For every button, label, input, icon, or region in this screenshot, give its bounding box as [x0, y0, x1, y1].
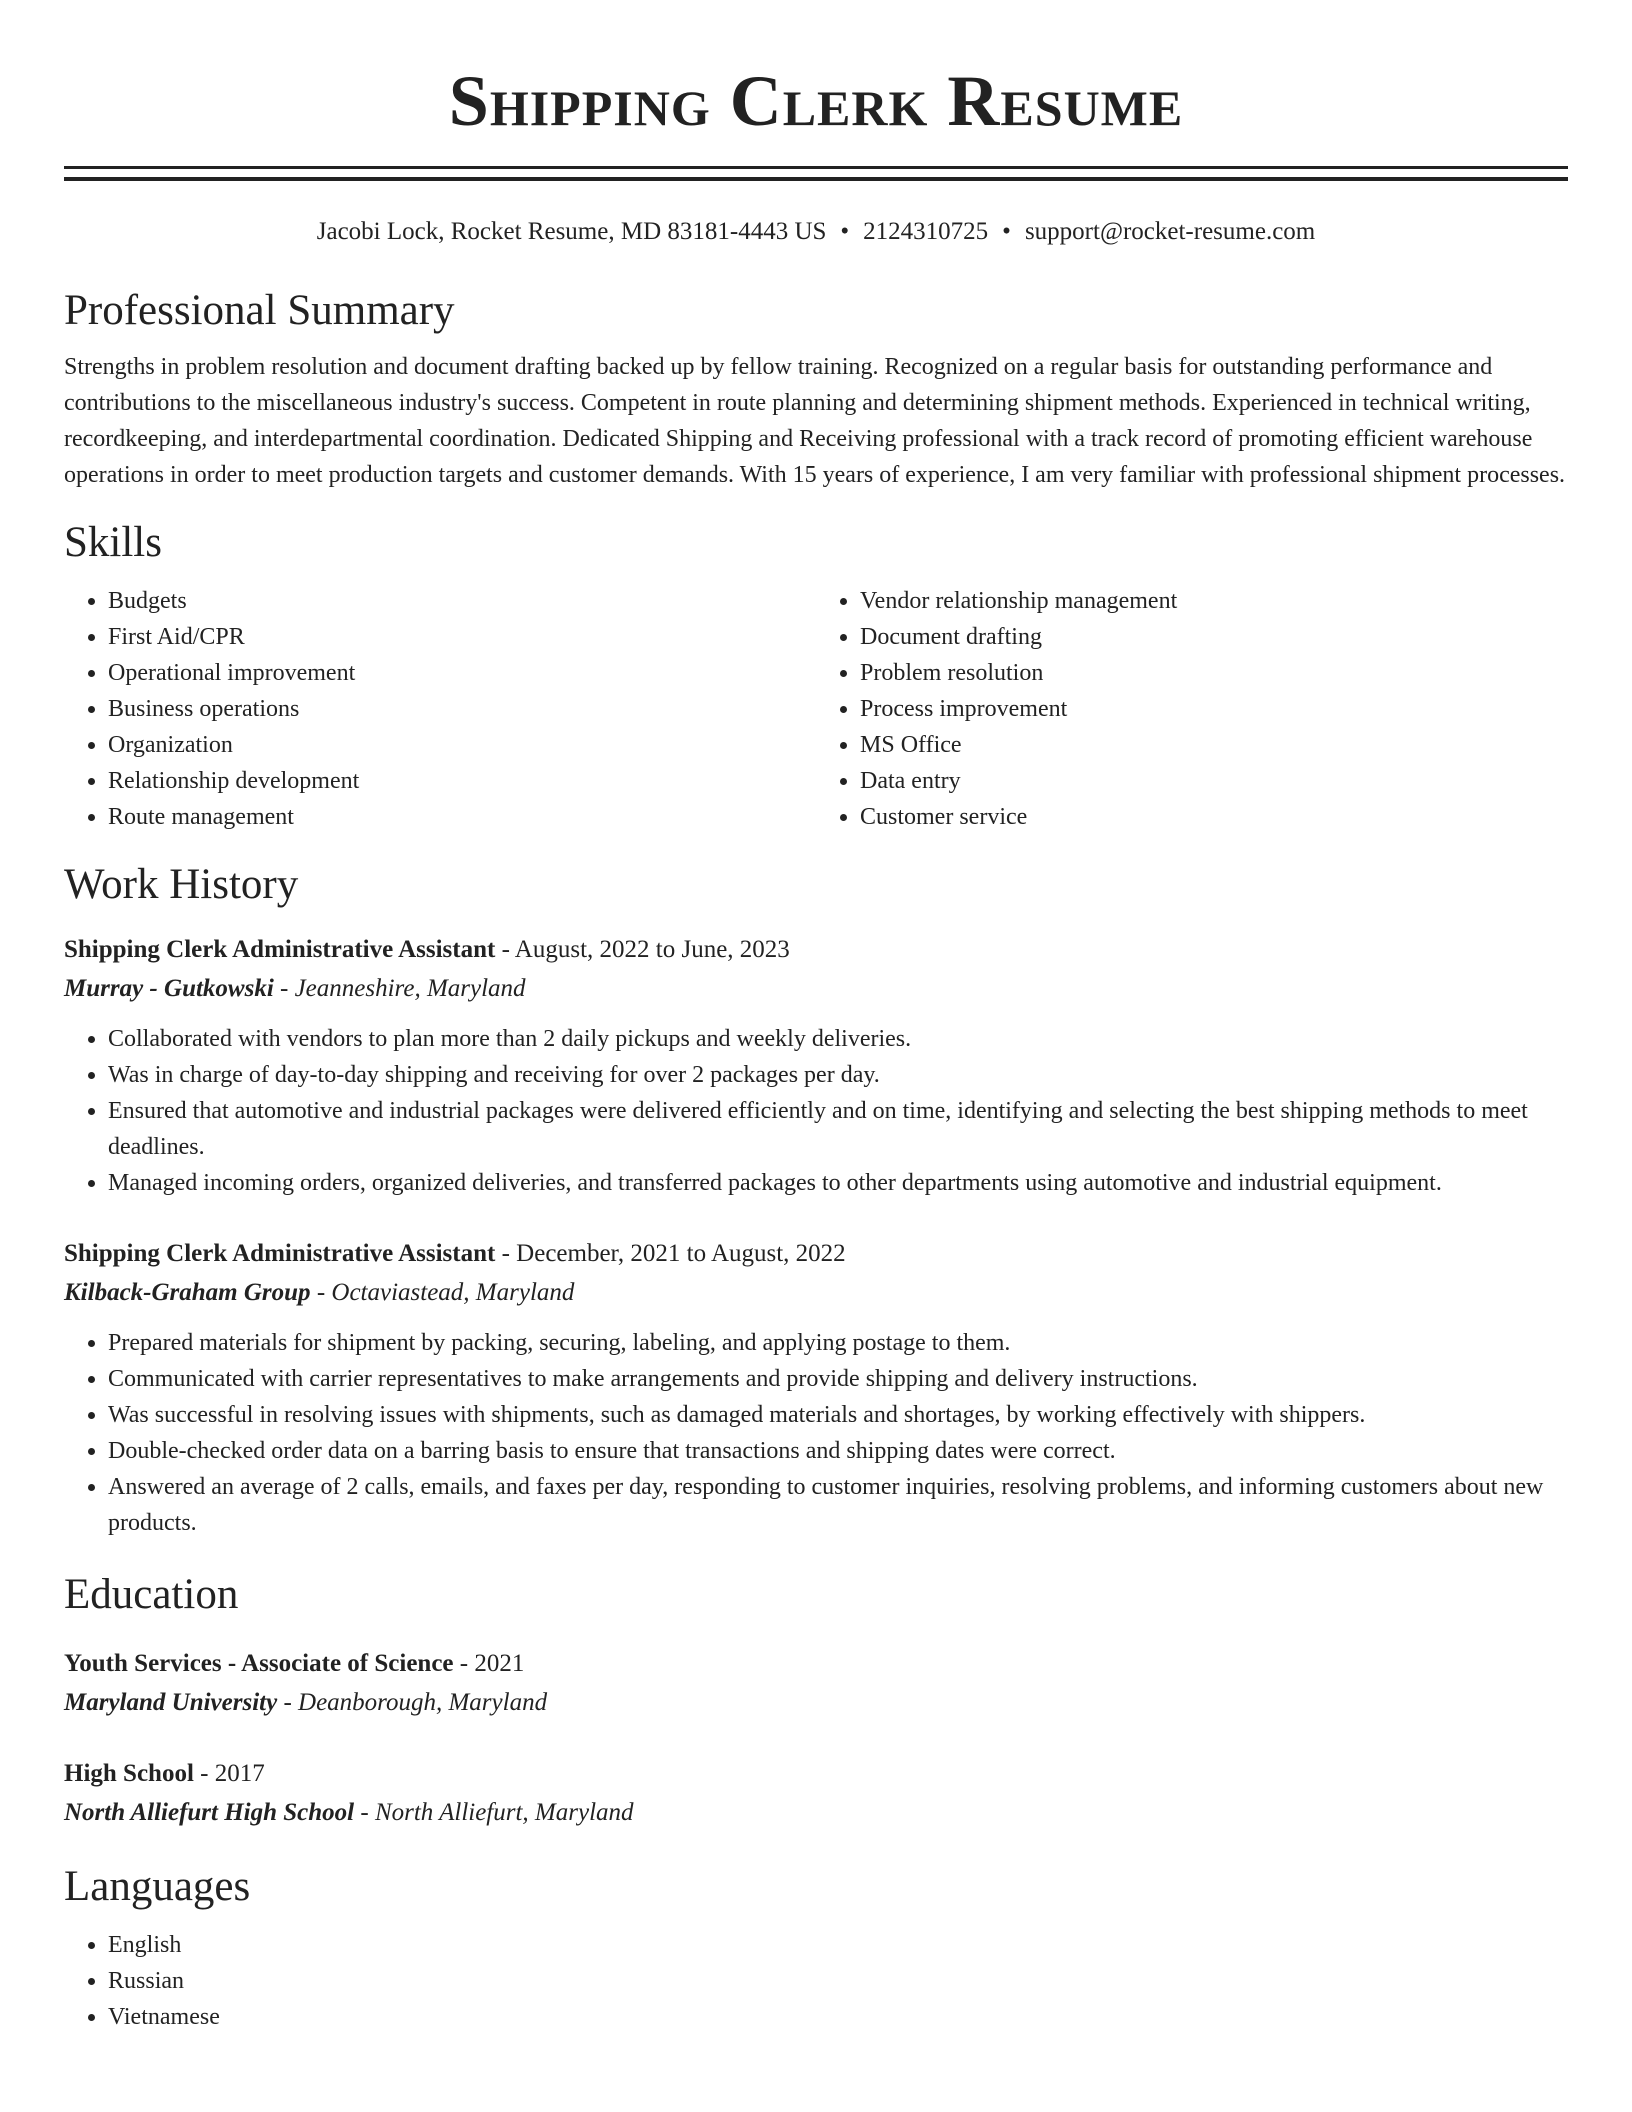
job-dates: - December, 2021 to August, 2022: [495, 1240, 846, 1267]
education-heading: Education: [64, 1571, 239, 1618]
job-bullet: • Was in charge of day-to-day shipping and receiving for over 2 packages per day.: [108, 1057, 1568, 1093]
contact-separator: •: [840, 218, 850, 245]
job-company-line: [64, 1273, 1568, 1313]
summary-text: Strengths in problem resolution and document drafting backed up by fellow training. Recognized on a regular basis for outstanding performance and contributions to the miscellaneous industry's success. Competent in route planning and determining shipment methods. Experienced in technical writing, recordkeeping, and interdepartmental coordination. Dedicated Shipping and Receiving professional with a track record of promoting efficient warehouse operations in order to meet production targets and customer demands. With 15 years of experience, I am very familiar with professional shipment processes.: [64, 354, 1566, 488]
job-company: Murray - Gutkowski: [64, 975, 274, 1002]
skill-item: • Relationship development: [108, 763, 816, 799]
graduation-year: - 2021: [453, 1650, 525, 1677]
school-location: - Deanborough, Maryland: [277, 1689, 548, 1716]
school: Maryland University: [64, 1689, 278, 1716]
degree: Youth Services - Associate of Science: [64, 1650, 454, 1677]
school: North Alliefurt High School: [64, 1799, 355, 1826]
job-location: - Jeanneshire, Maryland: [273, 975, 526, 1002]
contact-separator: •: [1002, 218, 1011, 245]
skill-item: • Business operations: [108, 691, 816, 727]
contact-phone: 2124310725: [863, 218, 989, 245]
job-entry: [64, 931, 1568, 1201]
language-item: • Russian: [108, 1963, 1568, 1999]
education-entry: [64, 1755, 1568, 1833]
graduation-year: - 2017: [193, 1760, 265, 1787]
resume-page: [64, 0, 1568, 2035]
job-company-line: [64, 969, 1568, 1009]
job-dates: - August, 2022 to June, 2023: [495, 936, 790, 963]
skills-right-list: [816, 583, 1568, 835]
job-title: Shipping Clerk Administrative Assistant: [64, 1240, 496, 1267]
job-bullets: [64, 1325, 1568, 1541]
job-company: Kilback-Graham Group: [64, 1279, 311, 1306]
job-bullet: • Ensured that automotive and industrial packages were delivered efficiently and on time, identifying and selecting the best shipping methods to meet deadlines.: [108, 1093, 1568, 1165]
skill-item: • Customer service: [860, 799, 1568, 835]
job-title: Shipping Clerk Administrative Assistant: [64, 936, 496, 963]
degree-line: [64, 1755, 1568, 1793]
language-item: • Vietnamese: [108, 1999, 1568, 2035]
job-bullet: • Communicated with carrier representatives to make arrangements and provide shipping and delivery instructions.: [108, 1361, 1568, 1397]
skills-left-list: [64, 583, 816, 835]
skill-item: • Process improvement: [860, 691, 1568, 727]
job-title-line: [64, 931, 1568, 969]
skill-item: • Budgets: [108, 583, 816, 619]
title-divider: [64, 166, 1568, 181]
skill-item: • Vendor relationship management: [860, 583, 1568, 619]
resume-title: Shipping Clerk Resume: [448, 61, 1184, 141]
skill-item: • MS Office: [860, 727, 1568, 763]
skills-columns: [64, 583, 1568, 835]
skill-item: • Route management: [108, 799, 816, 835]
school-line: [64, 1683, 1568, 1723]
languages-list: [64, 1927, 1568, 2035]
degree: High School: [64, 1760, 194, 1787]
job-bullet: • Managed incoming orders, organized deliveries, and transferred packages to other departments using automotive and industrial equipment.: [108, 1165, 1568, 1201]
contact-email: support@rocket-resume.com: [1024, 218, 1316, 245]
job-location: - Octaviastead, Maryland: [310, 1279, 575, 1306]
languages-heading: Languages: [64, 1863, 251, 1910]
job-bullet: • Was successful in resolving issues with shipments, such as damaged materials and shortages, by working effectively with shippers.: [108, 1397, 1568, 1433]
contact-line: [64, 215, 1568, 249]
skill-item: • Operational improvement: [108, 655, 816, 691]
summary-heading: Professional Summary: [64, 287, 455, 334]
skills-heading: Skills: [64, 519, 162, 566]
education-entry: [64, 1645, 1568, 1723]
skill-item: • Data entry: [860, 763, 1568, 799]
job-entry: [64, 1235, 1568, 1541]
degree-line: [64, 1645, 1568, 1683]
school-location: - North Alliefurt, Maryland: [354, 1799, 634, 1826]
job-bullets: [64, 1021, 1568, 1201]
skill-item: • Problem resolution: [860, 655, 1568, 691]
language-item: • English: [108, 1927, 1568, 1963]
job-bullet: • Prepared materials for shipment by packing, securing, labeling, and applying postage to them.: [108, 1325, 1568, 1361]
job-title-line: [64, 1235, 1568, 1273]
job-bullet: • Collaborated with vendors to plan more than 2 daily pickups and weekly deliveries.: [108, 1021, 1568, 1057]
contact-address: Jacobi Lock, Rocket Resume, MD 83181-4443 US: [316, 218, 827, 245]
work-history-heading: Work History: [64, 861, 299, 908]
skill-item: • Document drafting: [860, 619, 1568, 655]
job-bullet: • Double-checked order data on a barring basis to ensure that transactions and shipping dates were correct.: [108, 1433, 1568, 1469]
job-bullet: • Answered an average of 2 calls, emails, and faxes per day, responding to customer inquiries, resolving problems, and informing customers about new products.: [108, 1469, 1568, 1541]
school-line: [64, 1793, 1568, 1833]
skill-item: • First Aid/CPR: [108, 619, 816, 655]
skill-item: • Organization: [108, 727, 816, 763]
